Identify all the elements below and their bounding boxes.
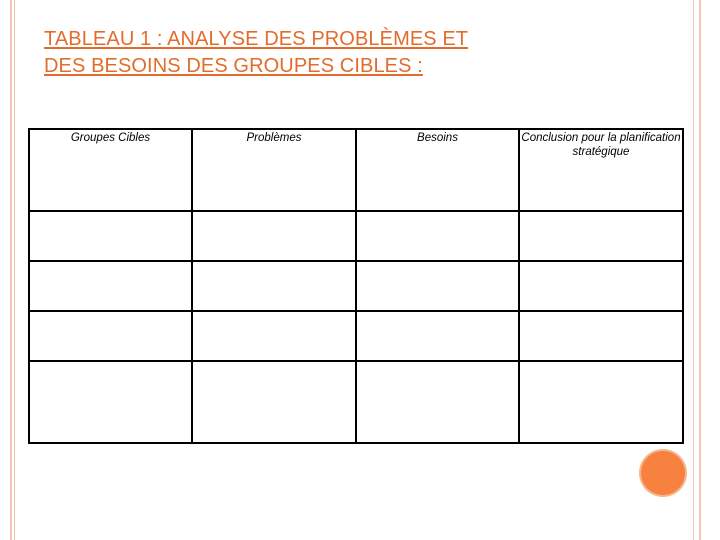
slide-border-right-outer [699,0,701,540]
analysis-table [28,128,684,444]
table-row [29,211,683,261]
slide-border-left-inner [14,0,15,540]
table-cell [192,311,356,361]
header-cell-besoins [356,129,519,211]
slide-border-right-inner [693,0,694,540]
table-cell [519,311,683,361]
table-cell [29,311,192,361]
table-cell [29,211,192,261]
table-cell [29,261,192,311]
slide-border-left-outer [10,0,12,540]
header-cell-conclusion [519,129,683,211]
table-cell [356,211,519,261]
table-row [29,311,683,361]
table-cell [519,211,683,261]
header-label-besoins: Besoins [417,132,458,144]
header-cell-groupes-cibles [29,129,192,211]
table-cell [356,361,519,443]
header-cell-problemes [192,129,356,211]
header-label-conclusion: Conclusion pour la planification stratégique [521,132,681,158]
table-cell [192,211,356,261]
table-cell [192,361,356,443]
table-row [29,361,683,443]
title-line-1: TABLEAU 1 : ANALYSE DES PROBLÈMES ET [44,28,469,50]
header-label-problemes: Problèmes [246,132,302,144]
table-cell [192,261,356,311]
table-header-row [29,129,683,211]
table-cell [519,361,683,443]
header-label-groupes-cibles: Groupes Cibles [70,132,151,144]
table-row [29,261,683,311]
slide-title [44,26,604,80]
table-cell [519,261,683,311]
table-cell [29,361,192,443]
decorative-circle [641,451,685,495]
table-cell [356,311,519,361]
table-cell [356,261,519,311]
title-line-2: DES BESOINS DES GROUPES CIBLES : [44,55,423,77]
